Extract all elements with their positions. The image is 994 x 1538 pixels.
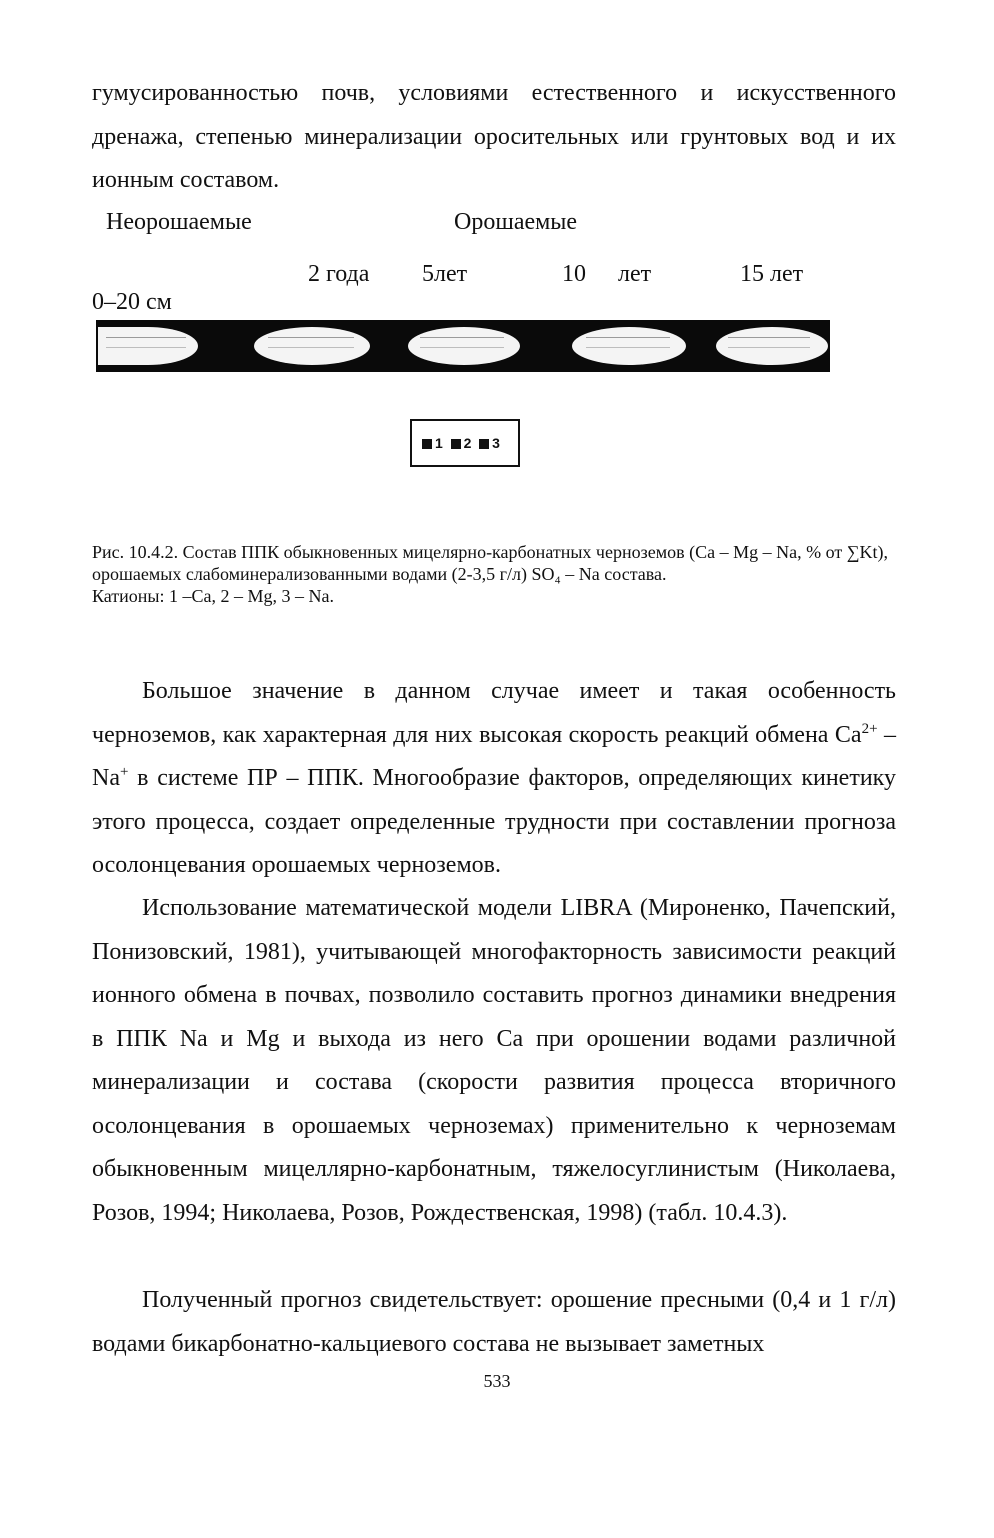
label-depth: 0–20 см [92,289,172,315]
label-period-10-unit: лет [618,261,652,287]
label-nonirrigated: Неорошаемые [106,209,252,235]
legend-label-1: 1 [435,435,443,451]
legend-label-3: 3 [492,435,500,451]
legend-swatch-2 [451,439,461,449]
chart-legend [410,419,520,467]
label-irrigated: Орошаемые [454,209,578,235]
para1-text-b: – Na [92,721,897,791]
pie-15-years [716,327,828,365]
pie-nonirrigated [98,327,198,365]
para1-sup-ca: 2+ [861,720,878,737]
label-period-5-years: 5лет [422,261,468,287]
paragraph-forecast: Полученный прогноз свидетельствует: орошение пресными (0,4 и 1 г/л) водами бикарбонатно-кальциевого состава не вызывает заметных [92,1287,896,1357]
paragraph-exchange-rate [92,670,896,888]
label-period-10-num: 10 [562,261,586,287]
paragraph-libra-model: Использование математической модели LIBRA (Мироненко, Пачепский, Понизовский, 1981), учитывающей многофакторность зависимости реакций ионного обмена в почвах, позволило составить прогноз динамики внедрения в ППК Na и Mg и выхода из него Ca при орошении водами различной минерализации и состава (скорости развития процесса вторичного осолонцевания в орошаемых черноземах) применительно к черноземам обыкновенным мицеллярно-карбонатным, тяжелосуглинистым (Николаева, Розов, 1994; Николаева, Розов, Рождественская, 1998) (табл. 10.4.3). [92,895,896,1226]
legend-label-2: 2 [463,435,472,451]
legend-swatch-3 [479,439,489,449]
pie-strip [96,320,830,372]
page-number: 533 [483,1371,511,1391]
para1-text-c: в системе ПР – ППК. Многообразие факторов, определяющих кинетику этого процесса, создает определенные трудности при составлении прогноза осолонцевания орошаемых черноземов. [92,765,896,878]
legend-swatch-1 [422,439,432,449]
pie-10-years [572,327,686,365]
para1-sup-na: + [119,764,129,780]
pie-5-years [408,327,520,365]
caption-cations: Катионы: 1 –Ca, 2 – Mg, 3 – Na. [92,586,335,606]
pie-2-years [254,327,370,365]
paragraph-intro: гумусированностью почв, условиями естественного и искусственного дренажа, степенью минерализации оросительных или грунтовых вод и их ионным составом. [92,80,896,193]
figure-caption [92,541,896,607]
caption-title: Рис. 10.4.2. Состав ППК обыкновенных мицелярно-карбонатных черноземов (Ca – Mg – Na, % от ∑Kt), орошаемых слабоминерализованными водами (2-3,5 г/л) SO₄ – Na состава. [92,542,889,584]
para1-text-a: Большое значение в данном случае имеет и такая особенность черноземов, как характерная для них высокая скорость реакций обмена Ca [92,678,896,748]
label-period-15-years: 15 лет [740,261,804,287]
label-period-2-years: 2 года [308,261,370,287]
